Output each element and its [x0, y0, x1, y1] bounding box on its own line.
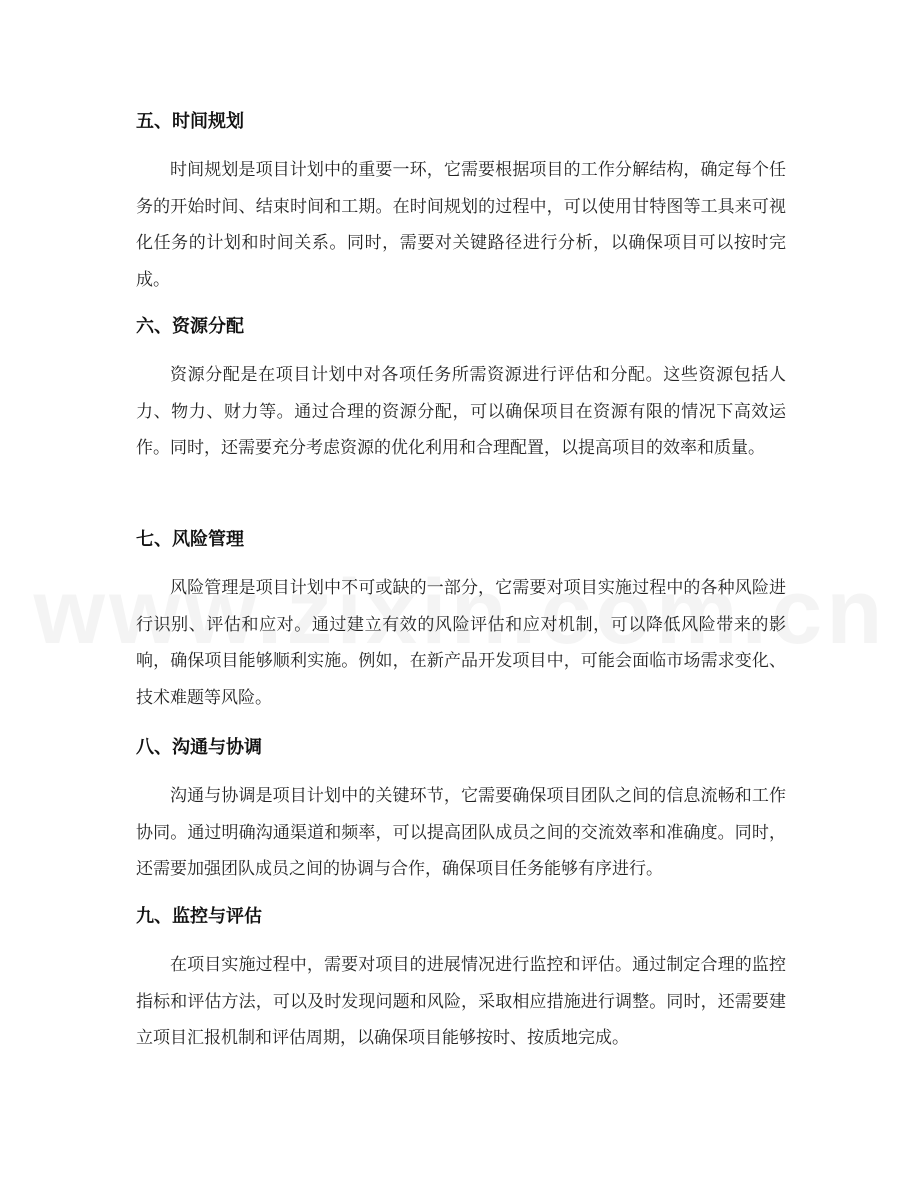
section-heading-6: [136, 314, 786, 340]
heading-communication: 八、沟通与协调: [136, 737, 262, 758]
heading-resource-allocation: 六、资源分配: [136, 316, 244, 337]
section-heading-8: [136, 735, 786, 761]
section-body-5: [136, 152, 786, 298]
section-heading-9: [136, 904, 786, 930]
section-body-9: [136, 947, 786, 1057]
paragraph-time-planning: 时间规划是项目计划中的重要一环，它需要根据项目的工作分解结构，确定每个任务的开始时间、结束时间和工期。在时间规划的过程中，可以使用甘特图等工具来可视化任务的计划和时间关系。同时，需要对关键路径进行分析，以确保项目可以按时完成。: [136, 160, 786, 290]
paragraph-monitoring: 在项目实施过程中，需要对项目的进展情况进行监控和评估。通过制定合理的监控指标和评估方法，可以及时发现问题和风险，采取相应措施进行调整。同时，还需要建立项目汇报机制和评估周期，以确保项目能够按时、按质地完成。: [136, 955, 786, 1048]
heading-time-planning: 五、时间规划: [136, 111, 244, 132]
section-body-8: [136, 778, 786, 888]
heading-monitoring: 九、监控与评估: [136, 906, 262, 927]
section-body-7: [136, 570, 786, 716]
paragraph-risk-management: 风险管理是项目计划中不可或缺的一部分，它需要对项目实施过程中的各种风险进行识别、评估和应对。通过建立有效的风险评估和应对机制，可以降低风险带来的影响，确保项目能够顺利实施。例如，在新产品开发项目中，可能会面临市场需求变化、技术难题等风险。: [136, 578, 786, 708]
paragraph-resource-allocation: 资源分配是在项目计划中对各项任务所需资源进行评估和分配。这些资源包括人力、物力、财力等。通过合理的资源分配，可以确保项目在资源有限的情况下高效运作。同时，还需要充分考虑资源的优化利用和合理配置，以提高项目的效率和质量。: [136, 365, 786, 458]
section-body-6: [136, 357, 786, 467]
section-heading-5: [136, 109, 786, 135]
paragraph-communication: 沟通与协调是项目计划中的关键环节，它需要确保项目团队之间的信息流畅和工作协同。通过明确沟通渠道和频率，可以提高团队成员之间的交流效率和准确度。同时，还需要加强团队成员之间的协调与合作，确保项目任务能够有序进行。: [136, 786, 786, 879]
section-heading-7: [136, 527, 786, 553]
heading-risk-management: 七、风险管理: [136, 529, 244, 550]
